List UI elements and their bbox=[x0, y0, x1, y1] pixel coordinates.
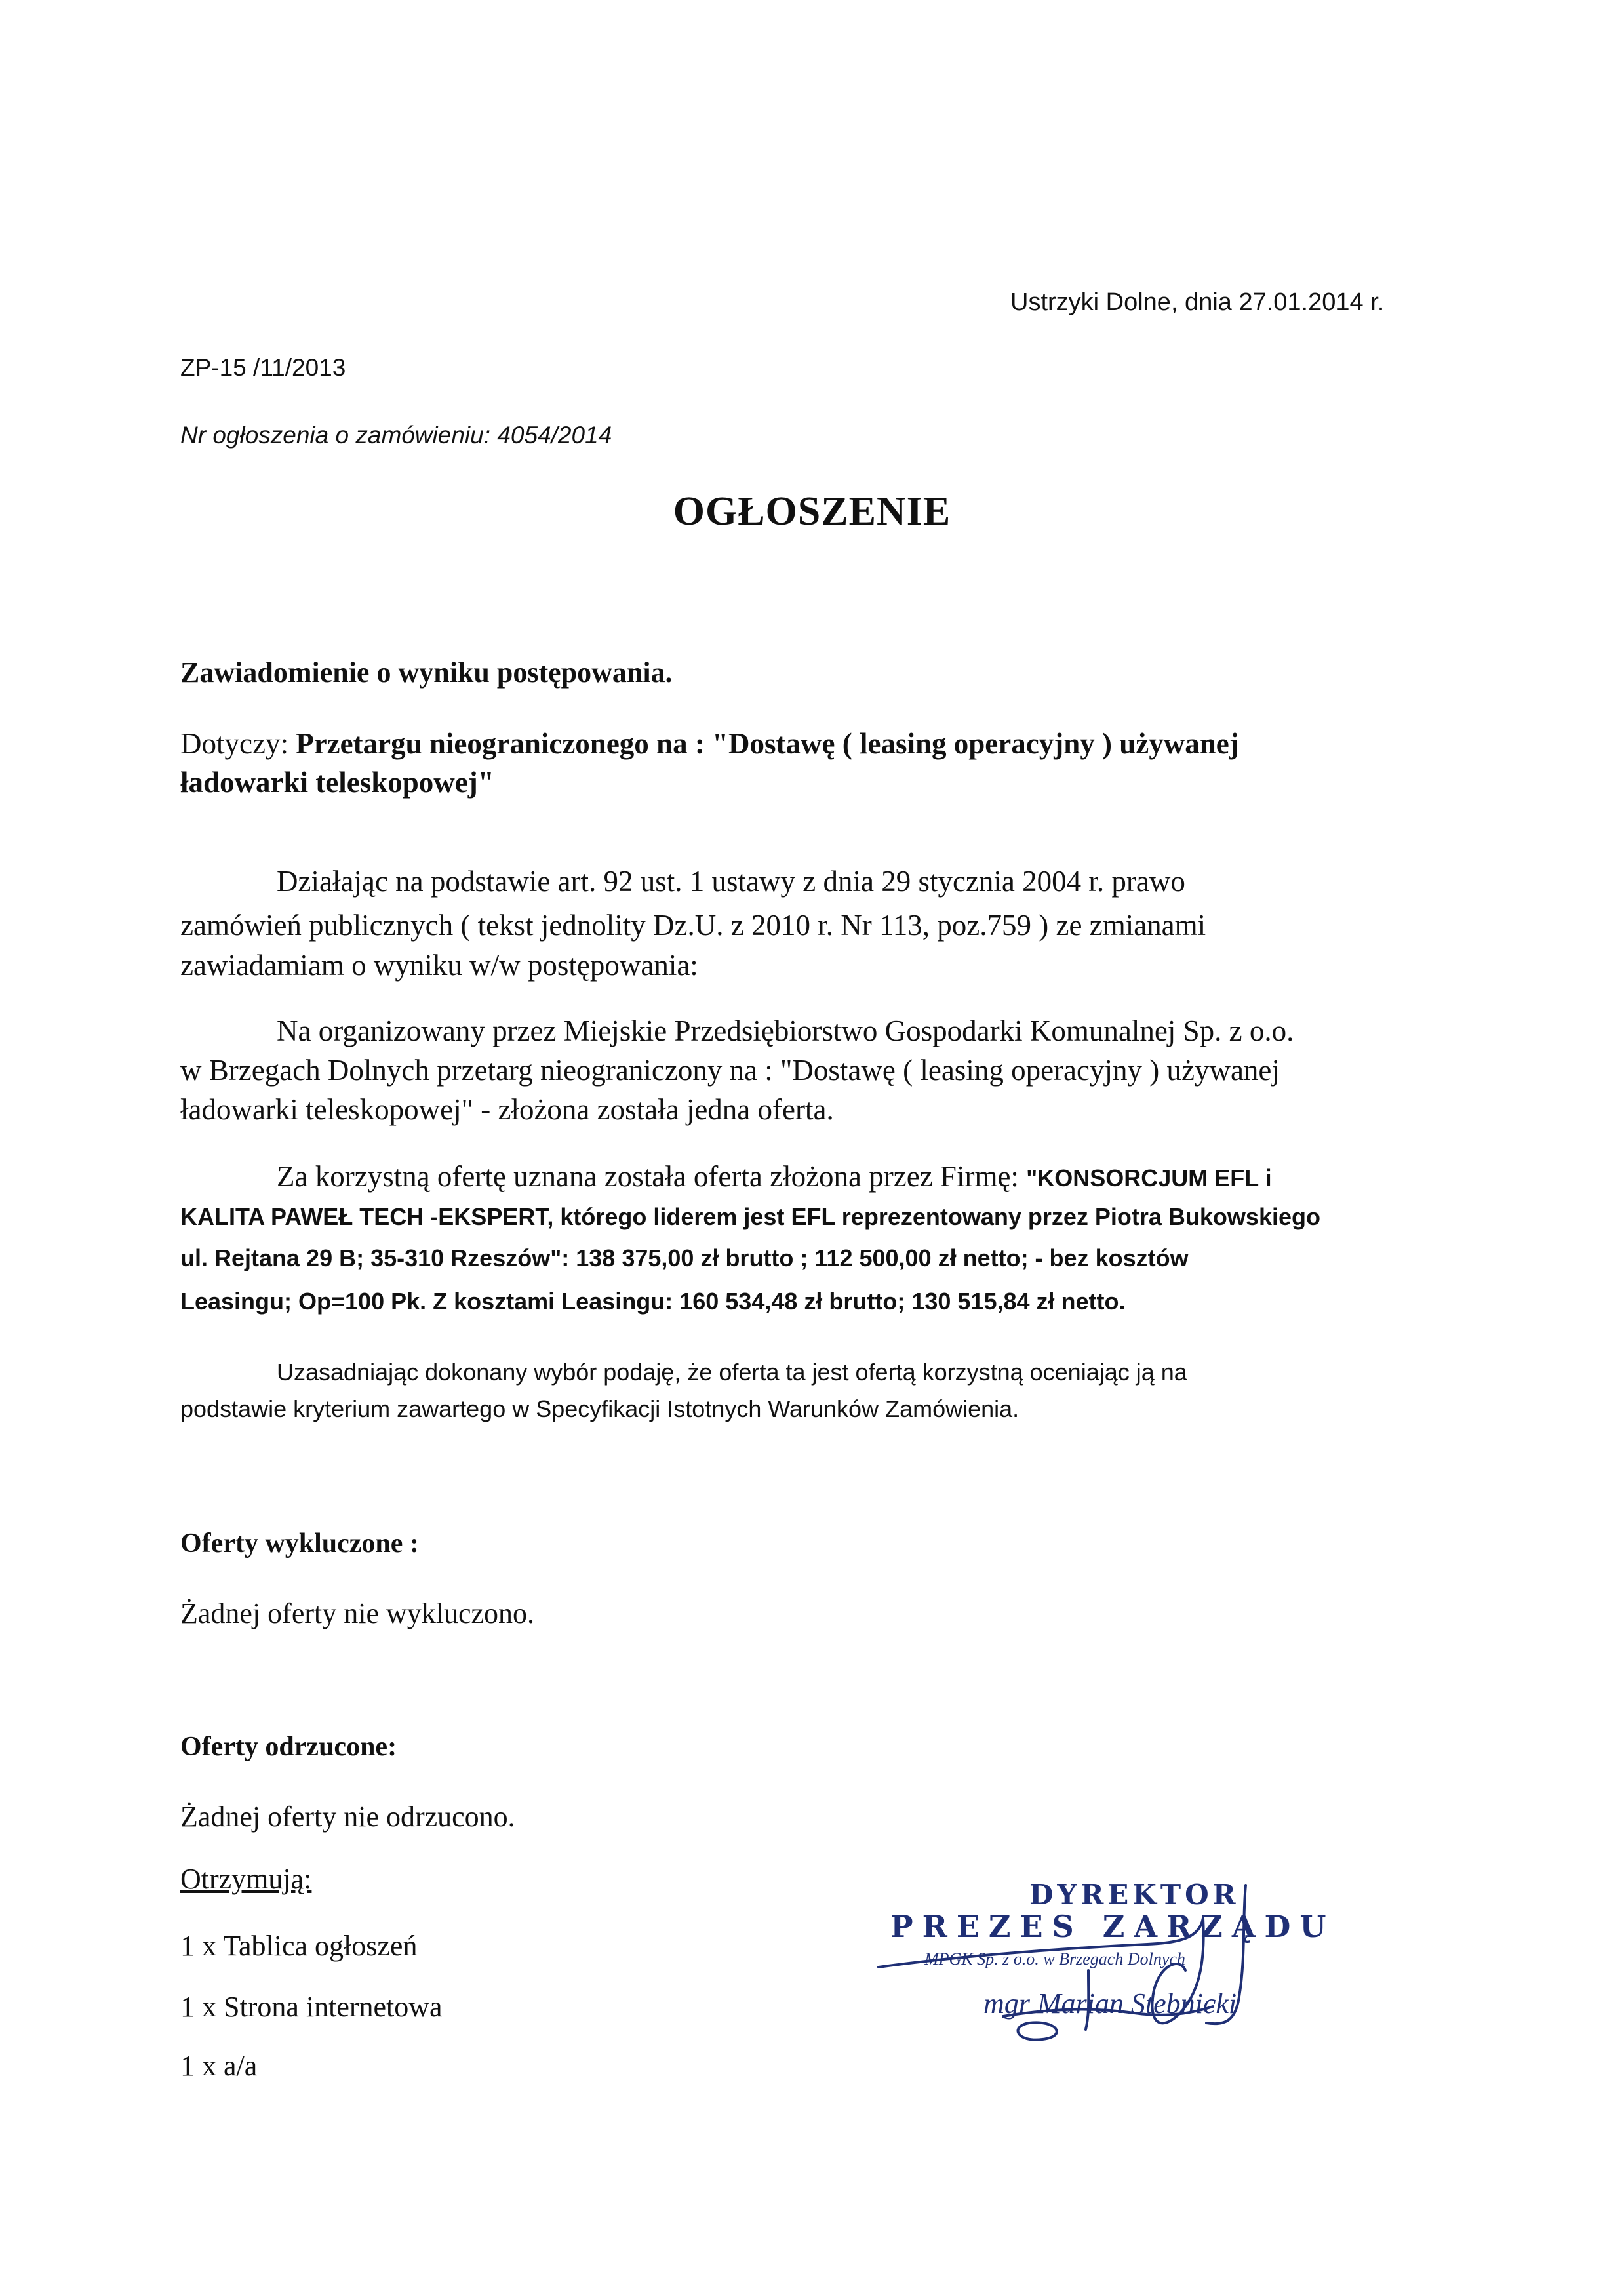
stamp-title: DYREKTOR bbox=[1029, 1879, 1240, 1911]
document-title: OGŁOSZENIE bbox=[673, 489, 951, 534]
director-stamp bbox=[872, 1879, 1336, 2049]
para3-intro: Za korzystną ofertę uznana została oferta złożona przez Firmę: bbox=[277, 1160, 1027, 1193]
para2-line-1: Na organizowany przez Miejskie Przedsiębiorstwo Gospodarki Komunalnej Sp. z o.o. bbox=[277, 1014, 1294, 1047]
para3-line-2: KALITA PAWEŁ TECH -EKSPERT, którego liderem jest EFL reprezentowany przez Piotra Bukowskiego bbox=[180, 1203, 1320, 1230]
excluded-heading: Oferty wykluczone : bbox=[180, 1528, 419, 1559]
excluded-text: Żadnej oferty nie wykluczono. bbox=[180, 1597, 535, 1629]
stamp-role: PREZES ZARZĄDU bbox=[890, 1909, 1336, 1944]
para4-line-2: podstawie kryterium zawartego w Specyfikacji Istotnych Warunków Zamówienia. bbox=[180, 1395, 1020, 1422]
subject-title: Przetargu nieograniczonego na : "Dostawę ( leasing operacyjny ) używanej bbox=[296, 727, 1239, 760]
winner-name-start: "KONSORCJUM EFL i bbox=[1026, 1165, 1272, 1191]
para2-line-3: ładowarki teleskopowej" - złożona została jedna oferta. bbox=[180, 1093, 834, 1126]
recipient-item: 1 x Strona internetowa bbox=[180, 1991, 443, 2023]
para1-line-1: Działając na podstawie art. 92 ust. 1 ustawy z dnia 29 stycznia 2004 r. prawo bbox=[277, 865, 1185, 898]
subject-prefix: Dotyczy: bbox=[180, 727, 296, 760]
rejected-heading: Oferty odrzucone: bbox=[180, 1732, 397, 1762]
stamp-company: MPGK Sp. z o.o. w Brzegach Dolnych bbox=[924, 1949, 1185, 1968]
para3-line-3: ul. Rejtana 29 B; 35-310 Rzeszów": 138 375,00 zł brutto ; 112 500,00 zł netto; - bez kosztów bbox=[180, 1245, 1189, 1271]
para3-line-4: Leasingu; Op=100 Pk. Z kosztami Leasingu: 160 534,48 zł brutto; 130 515,84 zł netto. bbox=[180, 1288, 1126, 1315]
handwritten-signature bbox=[872, 1879, 1292, 2049]
para4-line-1: Uzasadniając dokonany wybór podaję, że oferta ta jest ofertą korzystną oceniając ją na bbox=[277, 1359, 1187, 1386]
recipient-item: 1 x Tablica ogłoszeń bbox=[180, 1930, 418, 1962]
stamp-name: mgr Marian Stebnicki bbox=[983, 1987, 1237, 2020]
para2-line-2: w Brzegach Dolnych przetarg nieograniczony na : "Dostawę ( leasing operacyjny ) używanej bbox=[180, 1054, 1280, 1087]
notice-number: Nr ogłoszenia o zamówieniu: 4054/2014 bbox=[180, 422, 612, 449]
reference-number: ZP-15 /11/2013 bbox=[180, 354, 346, 381]
para1-line-2: zamówień publicznych ( tekst jednolity Dz.U. z 2010 r. Nr 113, poz.759 ) ze zmianami bbox=[180, 909, 1206, 942]
rejected-text: Żadnej oferty nie odrzucono. bbox=[180, 1801, 515, 1833]
subject-line-2: ładowarki teleskopowej" bbox=[180, 766, 494, 799]
recipients-heading: Otrzymują: bbox=[180, 1863, 312, 1895]
subject-line-1 bbox=[180, 727, 1239, 761]
para3-line-1 bbox=[277, 1159, 1272, 1193]
recipient-item: 1 x a/a bbox=[180, 2050, 258, 2082]
date-line: Ustrzyki Dolne, dnia 27.01.2014 r. bbox=[1010, 289, 1385, 316]
section-heading: Zawiadomienie o wyniku postępowania. bbox=[180, 656, 673, 688]
para1-line-3: zawiadamiam o wyniku w/w postępowania: bbox=[180, 949, 698, 982]
